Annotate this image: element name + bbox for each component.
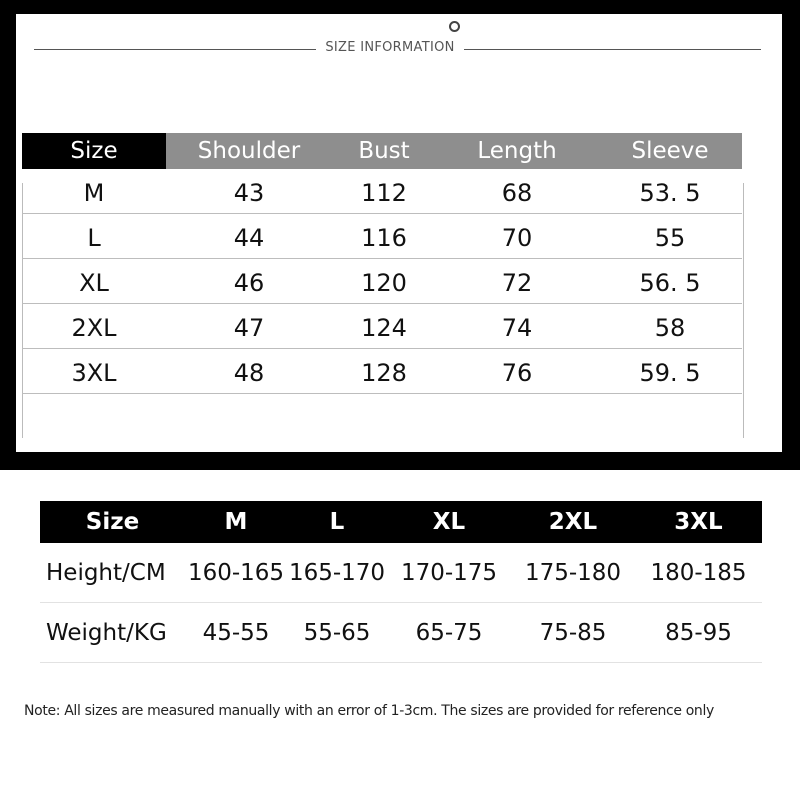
guide-header-size: Size — [85, 509, 140, 535]
guide-header-m: M — [224, 509, 248, 535]
guide-header-row — [40, 501, 762, 543]
table-row — [22, 169, 742, 214]
title-rule-right — [464, 49, 761, 50]
size-guide-table — [40, 501, 762, 663]
cell-sleeve: 55 — [654, 224, 686, 252]
guide-cell: 45-55 — [202, 619, 270, 646]
cell-bust: 116 — [361, 224, 407, 252]
cell-shoulder: 44 — [233, 224, 265, 252]
guide-cell: 165-170 — [288, 559, 386, 586]
measurement-table — [22, 133, 742, 394]
guide-row-height — [40, 543, 762, 603]
cell-length: 68 — [501, 179, 533, 207]
cell-bust: 124 — [361, 314, 407, 342]
table-row — [22, 304, 742, 349]
cell-size: M — [83, 179, 105, 207]
table-row — [22, 259, 742, 304]
cell-size: 2XL — [71, 314, 117, 342]
cell-shoulder: 47 — [233, 314, 265, 342]
cell-size: L — [87, 224, 101, 252]
card-right-border — [743, 183, 744, 438]
measurement-header-row — [22, 133, 742, 169]
cell-shoulder: 43 — [233, 179, 265, 207]
card-title: SIZE INFORMATION — [325, 40, 455, 55]
cell-sleeve: 53. 5 — [639, 179, 701, 207]
header-shoulder: Shoulder — [197, 138, 301, 164]
measurement-note: Note: All sizes are measured manually with an error of 1-3cm. The sizes are provided for reference only — [24, 703, 714, 719]
guide-cell: 55-65 — [303, 619, 371, 646]
guide-cell: 75-85 — [539, 619, 607, 646]
cell-bust: 128 — [361, 359, 407, 387]
guide-header-l: L — [329, 509, 345, 535]
table-row — [22, 214, 742, 259]
cell-length: 72 — [501, 269, 533, 297]
cell-length: 70 — [501, 224, 533, 252]
cell-sleeve: 56. 5 — [639, 269, 701, 297]
guide-cell: 170-175 — [400, 559, 498, 586]
cell-sleeve: 58 — [654, 314, 686, 342]
cell-length: 76 — [501, 359, 533, 387]
guide-cell: 160-165 — [187, 559, 285, 586]
cell-shoulder: 46 — [233, 269, 265, 297]
guide-cell: 85-95 — [665, 619, 732, 646]
cell-shoulder: 48 — [233, 359, 265, 387]
header-length: Length — [477, 138, 557, 164]
header-size: Size — [22, 133, 166, 169]
guide-cell: 175-180 — [524, 559, 622, 586]
cell-length: 74 — [501, 314, 533, 342]
guide-row-label: Weight/KG — [46, 619, 167, 646]
cell-bust: 112 — [361, 179, 407, 207]
table-row — [22, 349, 742, 394]
header-sleeve: Sleeve — [631, 138, 709, 164]
guide-header-xl: XL — [432, 509, 466, 535]
guide-row-weight — [40, 603, 762, 663]
title-rule-left — [34, 49, 316, 50]
header-bust: Bust — [358, 138, 410, 164]
guide-cell: 65-75 — [415, 619, 483, 646]
cell-size: XL — [79, 269, 109, 297]
guide-row-label: Height/CM — [46, 559, 166, 586]
guide-header-2xl: 2XL — [548, 509, 598, 535]
guide-header-3xl: 3XL — [674, 509, 723, 535]
cell-size: 3XL — [71, 359, 117, 387]
ring-icon — [449, 21, 460, 32]
cell-sleeve: 59. 5 — [639, 359, 701, 387]
guide-cell: 180-185 — [650, 559, 747, 586]
cell-bust: 120 — [361, 269, 407, 297]
